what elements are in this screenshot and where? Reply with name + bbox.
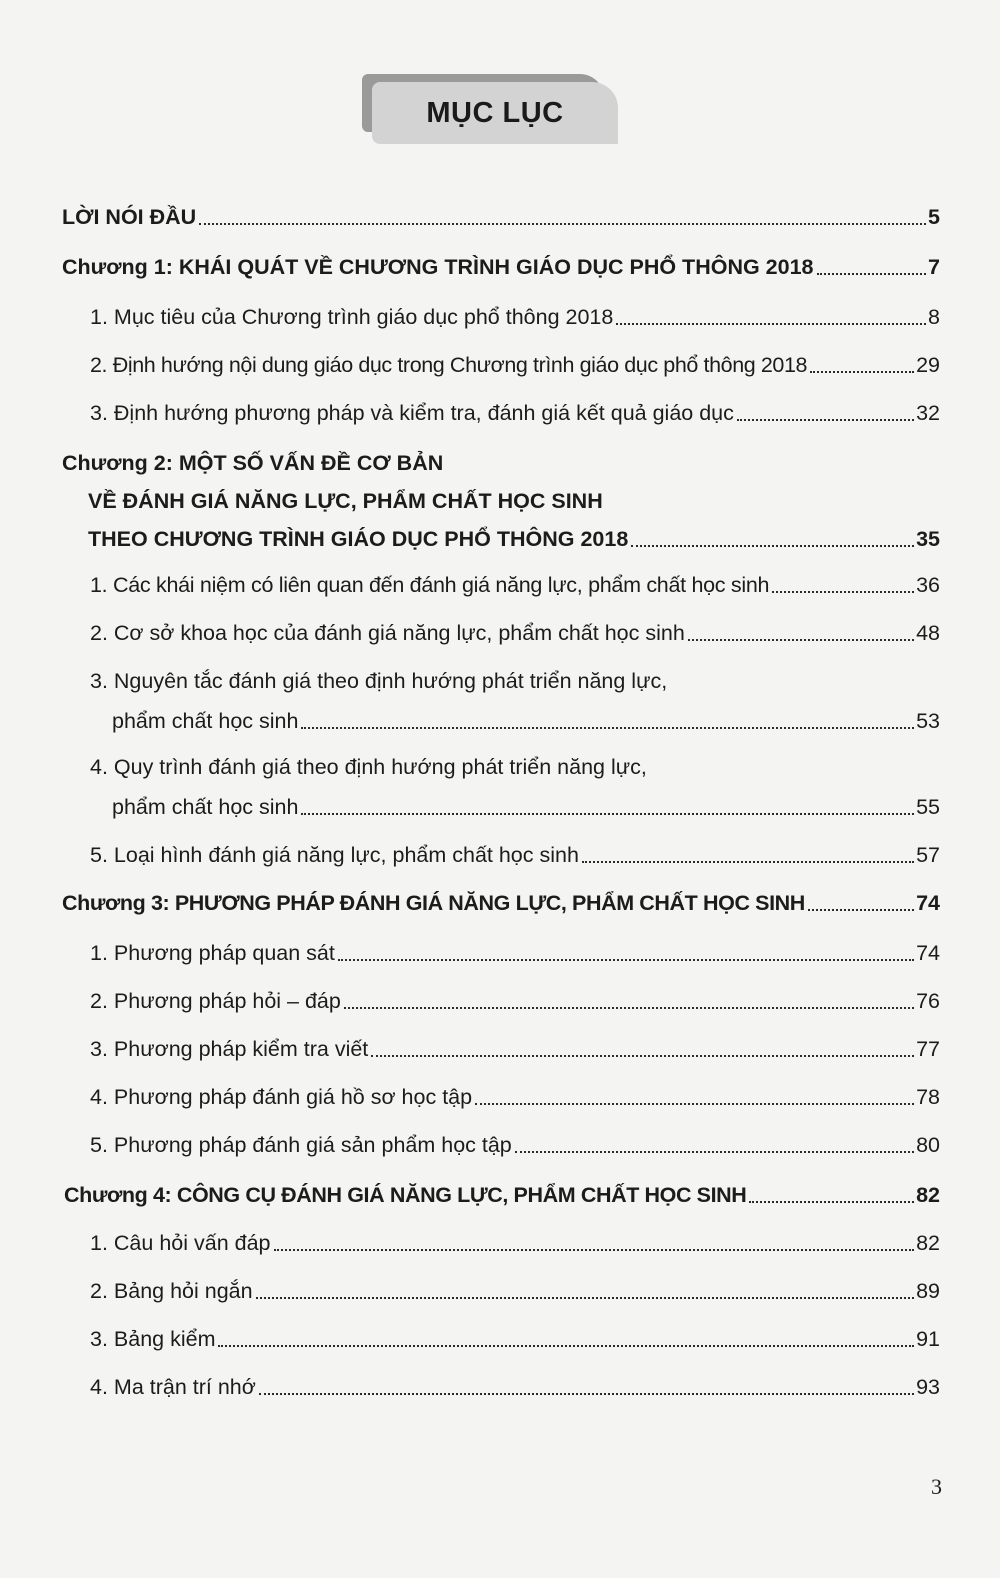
dot-leader — [259, 1393, 914, 1395]
dot-leader — [582, 861, 914, 863]
dot-leader — [371, 1055, 914, 1057]
toc-entry-chapter-2-line-1: Chương 2: MỘT SỐ VẤN ĐỀ CƠ BẢN — [62, 451, 444, 475]
entry-page: 8 — [928, 305, 940, 329]
toc-entry-2-4[interactable] — [112, 788, 940, 822]
page-number: 3 — [931, 1474, 942, 1499]
entry-title: 1. Các khái niệm có liên quan đến đánh giá năng lực, phẩm chất học sinh — [90, 573, 770, 597]
entry-page: 74 — [916, 891, 940, 915]
entry-title: 1. Mục tiêu của Chương trình giáo dục phổ thông 2018 — [90, 305, 614, 329]
toc-entry-2-4-line-1: 4. Quy trình đánh giá theo định hướng phát triển năng lực, — [90, 755, 647, 779]
toc-entry-chapter-1[interactable] — [62, 248, 940, 282]
entry-title: Chương 1: KHÁI QUÁT VỀ CHƯƠNG TRÌNH GIÁO DỤC PHỔ THÔNG 2018 — [62, 255, 814, 279]
entry-title: 3. Phương pháp kiểm tra viết — [90, 1037, 369, 1061]
entry-title: 5. Phương pháp đánh giá sản phẩm học tập — [90, 1133, 512, 1157]
dot-leader — [301, 727, 914, 729]
dot-leader — [688, 639, 914, 641]
dot-leader — [808, 909, 914, 911]
toc-entry-3-5[interactable] — [90, 1126, 940, 1160]
entry-title: 2. Phương pháp hỏi – đáp — [90, 989, 341, 1013]
entry-title: 5. Loại hình đánh giá năng lực, phẩm chất học sinh — [90, 843, 579, 867]
entry-page: 7 — [928, 255, 940, 279]
toc-entry-3-1[interactable] — [90, 934, 940, 968]
dot-leader — [631, 545, 914, 547]
entry-title: phẩm chất học sinh — [112, 709, 299, 733]
dot-leader — [256, 1297, 914, 1299]
entry-page: 29 — [916, 353, 940, 377]
toc-entry-chapter-2-line-2: VỀ ĐÁNH GIÁ NĂNG LỰC, PHẨM CHẤT HỌC SINH — [88, 489, 603, 513]
entry-page: 80 — [916, 1133, 940, 1157]
entry-page: 35 — [916, 527, 940, 551]
toc-entry-1-2[interactable] — [90, 346, 940, 380]
dot-leader — [749, 1201, 914, 1203]
dot-leader — [817, 273, 927, 275]
dot-leader — [475, 1103, 914, 1105]
entry-page: 36 — [916, 573, 940, 597]
toc-title-tab — [372, 82, 618, 144]
toc-entry-preface[interactable] — [62, 198, 940, 232]
toc-entry-2-1[interactable] — [90, 566, 940, 600]
toc-entry-4-4[interactable] — [90, 1368, 940, 1402]
dot-leader — [301, 813, 914, 815]
entry-page: 77 — [916, 1037, 940, 1061]
dot-leader — [772, 591, 914, 593]
dot-leader — [344, 1007, 914, 1009]
toc-entry-1-3[interactable] — [90, 394, 940, 428]
entry-page: 74 — [916, 941, 940, 965]
entry-page: 48 — [916, 621, 940, 645]
entry-page: 53 — [916, 709, 940, 733]
toc-entry-4-2[interactable] — [90, 1272, 940, 1306]
dot-leader — [218, 1345, 914, 1347]
toc-entry-3-3[interactable] — [90, 1030, 940, 1064]
entry-title: THEO CHƯƠNG TRÌNH GIÁO DỤC PHỔ THÔNG 2018 — [88, 527, 629, 551]
entry-page: 93 — [916, 1375, 940, 1399]
entry-title: 4. Ma trận trí nhớ — [90, 1375, 256, 1399]
entry-title: 2. Bảng hỏi ngắn — [90, 1279, 253, 1303]
entry-title: 3. Định hướng phương pháp và kiểm tra, đánh giá kết quả giáo dục — [90, 401, 734, 425]
dot-leader — [616, 323, 926, 325]
entry-page: 57 — [916, 843, 940, 867]
entry-title: phẩm chất học sinh — [112, 795, 299, 819]
entry-title: 1. Phương pháp quan sát — [90, 941, 335, 965]
toc-title: MỤC LỤC — [426, 96, 564, 129]
entry-title: 2. Định hướng nội dung giáo dục trong Chương trình giáo dục phổ thông 2018 — [90, 353, 808, 377]
toc-entry-2-5[interactable] — [90, 836, 940, 870]
toc-entry-2-3-line-1: 3. Nguyên tắc đánh giá theo định hướng phát triển năng lực, — [90, 669, 668, 693]
toc-entry-2-3[interactable] — [112, 702, 940, 736]
toc-entry-2-2[interactable] — [90, 614, 940, 648]
dot-leader — [199, 223, 926, 225]
toc-entry-1-1[interactable] — [90, 298, 940, 332]
dot-leader — [274, 1249, 915, 1251]
toc-entry-chapter-3[interactable] — [62, 884, 940, 918]
toc-entry-chapter-4[interactable] — [64, 1176, 940, 1210]
entry-page: 78 — [916, 1085, 940, 1109]
entry-page: 91 — [916, 1327, 940, 1351]
entry-title: LỜI NÓI ĐẦU — [62, 205, 197, 229]
entry-page: 76 — [916, 989, 940, 1013]
toc-entry-3-2[interactable] — [90, 982, 940, 1016]
entry-page: 82 — [916, 1183, 940, 1207]
entry-title: Chương 4: CÔNG CỤ ĐÁNH GIÁ NĂNG LỰC, PHẨM CHẤT HỌC SINH — [64, 1183, 747, 1207]
toc-entry-4-3[interactable] — [90, 1320, 940, 1354]
entry-page: 82 — [916, 1231, 940, 1255]
entry-title: 2. Cơ sở khoa học của đánh giá năng lực, phẩm chất học sinh — [90, 621, 685, 645]
dot-leader — [515, 1151, 914, 1153]
entry-title: 1. Câu hỏi vấn đáp — [90, 1231, 271, 1255]
entry-page: 5 — [928, 205, 940, 229]
toc-entry-chapter-2[interactable] — [88, 520, 940, 554]
entry-page: 89 — [916, 1279, 940, 1303]
entry-title: 4. Phương pháp đánh giá hồ sơ học tập — [90, 1085, 473, 1109]
entry-page: 55 — [916, 795, 940, 819]
dot-leader — [810, 371, 914, 373]
entry-title: Chương 3: PHƯƠNG PHÁP ĐÁNH GIÁ NĂNG LỰC, PHẨM CHẤT HỌC SINH — [62, 891, 805, 915]
toc-entry-3-4[interactable] — [90, 1078, 940, 1112]
entry-title: 3. Bảng kiểm — [90, 1327, 216, 1351]
entry-page: 32 — [916, 401, 940, 425]
dot-leader — [338, 959, 914, 961]
dot-leader — [737, 419, 914, 421]
toc-entry-4-1[interactable] — [90, 1224, 940, 1258]
